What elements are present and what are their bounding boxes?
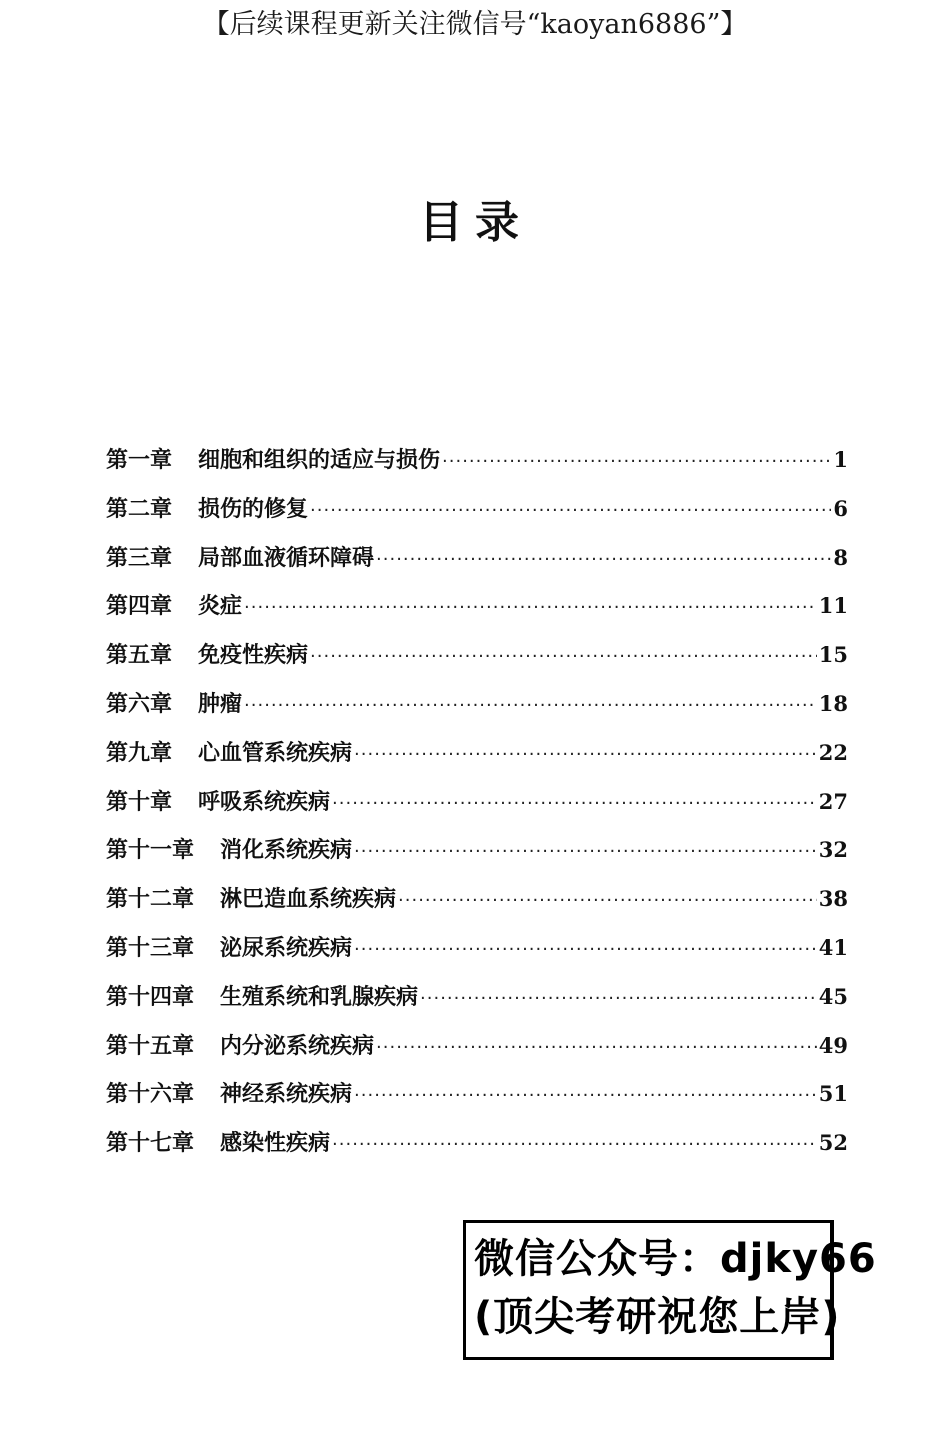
toc-entry-title: 细胞和组织的适应与损伤 bbox=[198, 448, 441, 473]
toc-entry[interactable] bbox=[106, 830, 848, 879]
toc-page-number: 32 bbox=[818, 837, 848, 863]
page-title: 目录 bbox=[419, 197, 531, 248]
toc-chapter-label: 第十二章 bbox=[106, 887, 195, 913]
toc-leader-dots bbox=[332, 784, 817, 824]
toc-entry[interactable] bbox=[106, 879, 848, 928]
toc-entry[interactable] bbox=[106, 489, 848, 538]
toc-leader-dots bbox=[354, 930, 817, 970]
toc-leader-dots bbox=[376, 540, 831, 580]
toc-entry-title: 呼吸系统疾病 bbox=[198, 789, 331, 815]
toc-leader-dots bbox=[354, 1076, 817, 1116]
toc-leader-dots bbox=[244, 588, 817, 628]
toc-entry-title: 淋巴造血系统疾病 bbox=[220, 887, 397, 913]
stamp-slogan: (顶尖考研祝您上岸) bbox=[474, 1294, 841, 1340]
toc-entry[interactable] bbox=[106, 440, 848, 489]
toc-leader-dots bbox=[310, 637, 817, 677]
toc-chapter-label: 第十章 bbox=[106, 789, 173, 815]
toc-page-number: 52 bbox=[818, 1130, 848, 1156]
toc-entry-title: 炎症 bbox=[198, 594, 243, 620]
toc-entry[interactable] bbox=[106, 977, 848, 1026]
wechat-stamp bbox=[463, 1220, 877, 1360]
toc-chapter-label: 第十一章 bbox=[106, 838, 195, 864]
toc-entry-title: 消化系统疾病 bbox=[220, 838, 353, 864]
toc-entry-title: 损伤的修复 bbox=[198, 496, 309, 522]
toc-page-number: 38 bbox=[818, 886, 848, 912]
toc-entry[interactable] bbox=[106, 684, 848, 733]
toc-page-number: 1 bbox=[833, 447, 848, 472]
toc-leader-dots bbox=[420, 979, 817, 1019]
toc-page-number: 51 bbox=[818, 1081, 848, 1107]
toc-chapter-label: 第三章 bbox=[106, 545, 173, 571]
toc-leader-dots bbox=[376, 1028, 817, 1068]
toc-leader-dots bbox=[398, 881, 817, 921]
toc-chapter-label: 第六章 bbox=[106, 691, 173, 717]
toc-page-number: 49 bbox=[818, 1032, 848, 1058]
toc-page-number: 15 bbox=[818, 642, 848, 668]
toc-chapter-label: 第十七章 bbox=[106, 1131, 195, 1157]
toc-page-number: 11 bbox=[818, 593, 848, 619]
toc-entry[interactable] bbox=[106, 1123, 848, 1172]
toc-leader-dots bbox=[354, 735, 817, 775]
table-of-contents bbox=[106, 440, 848, 1172]
toc-entry-title: 心血管系统疾病 bbox=[198, 740, 353, 766]
toc-page-number: 8 bbox=[833, 544, 848, 570]
toc-entry[interactable] bbox=[106, 586, 848, 635]
toc-page-number: 45 bbox=[818, 983, 848, 1009]
toc-entry-title: 免疫性疾病 bbox=[198, 643, 309, 669]
toc-page-number: 22 bbox=[818, 739, 848, 765]
toc-leader-dots bbox=[244, 686, 817, 726]
toc-entry[interactable] bbox=[106, 928, 848, 977]
header-note: 【后续课程更新关注微信号“kaoyan6886”】 bbox=[202, 9, 748, 40]
toc-entry-title: 内分泌系统疾病 bbox=[220, 1033, 375, 1059]
toc-leader-dots bbox=[310, 491, 831, 531]
toc-page-number: 41 bbox=[818, 934, 848, 960]
toc-entry-title: 肿瘤 bbox=[198, 691, 243, 717]
toc-entry-title: 神经系统疾病 bbox=[220, 1082, 353, 1108]
toc-chapter-label: 第十五章 bbox=[106, 1033, 195, 1059]
toc-page-number: 6 bbox=[833, 495, 848, 521]
toc-leader-dots bbox=[354, 832, 817, 872]
toc-entry-title: 局部血液循环障碍 bbox=[198, 545, 375, 571]
toc-entry-title: 泌尿系统疾病 bbox=[220, 935, 353, 961]
toc-entry[interactable] bbox=[106, 635, 848, 684]
toc-entry[interactable] bbox=[106, 782, 848, 831]
toc-page-number: 27 bbox=[818, 788, 848, 814]
toc-entry[interactable] bbox=[106, 538, 848, 587]
toc-chapter-label: 第十四章 bbox=[106, 984, 195, 1010]
toc-entry[interactable] bbox=[106, 1074, 848, 1123]
toc-chapter-label: 第九章 bbox=[106, 740, 173, 766]
toc-leader-dots bbox=[442, 442, 831, 482]
toc-chapter-label: 第十六章 bbox=[106, 1082, 195, 1108]
toc-chapter-label: 第一章 bbox=[106, 448, 173, 473]
toc-page-number: 18 bbox=[818, 690, 848, 716]
toc-chapter-label: 第二章 bbox=[106, 496, 173, 522]
toc-chapter-label: 第四章 bbox=[106, 594, 173, 620]
toc-entry-title: 生殖系统和乳腺疾病 bbox=[220, 984, 419, 1010]
toc-chapter-label: 第五章 bbox=[106, 643, 173, 669]
toc-entry[interactable] bbox=[106, 1026, 848, 1075]
toc-chapter-label: 第十三章 bbox=[106, 935, 195, 961]
toc-entry-title: 感染性疾病 bbox=[220, 1131, 331, 1157]
toc-entry[interactable] bbox=[106, 733, 848, 782]
stamp-wechat-account: 微信公众号：djky66 bbox=[474, 1236, 877, 1282]
toc-leader-dots bbox=[332, 1125, 817, 1165]
